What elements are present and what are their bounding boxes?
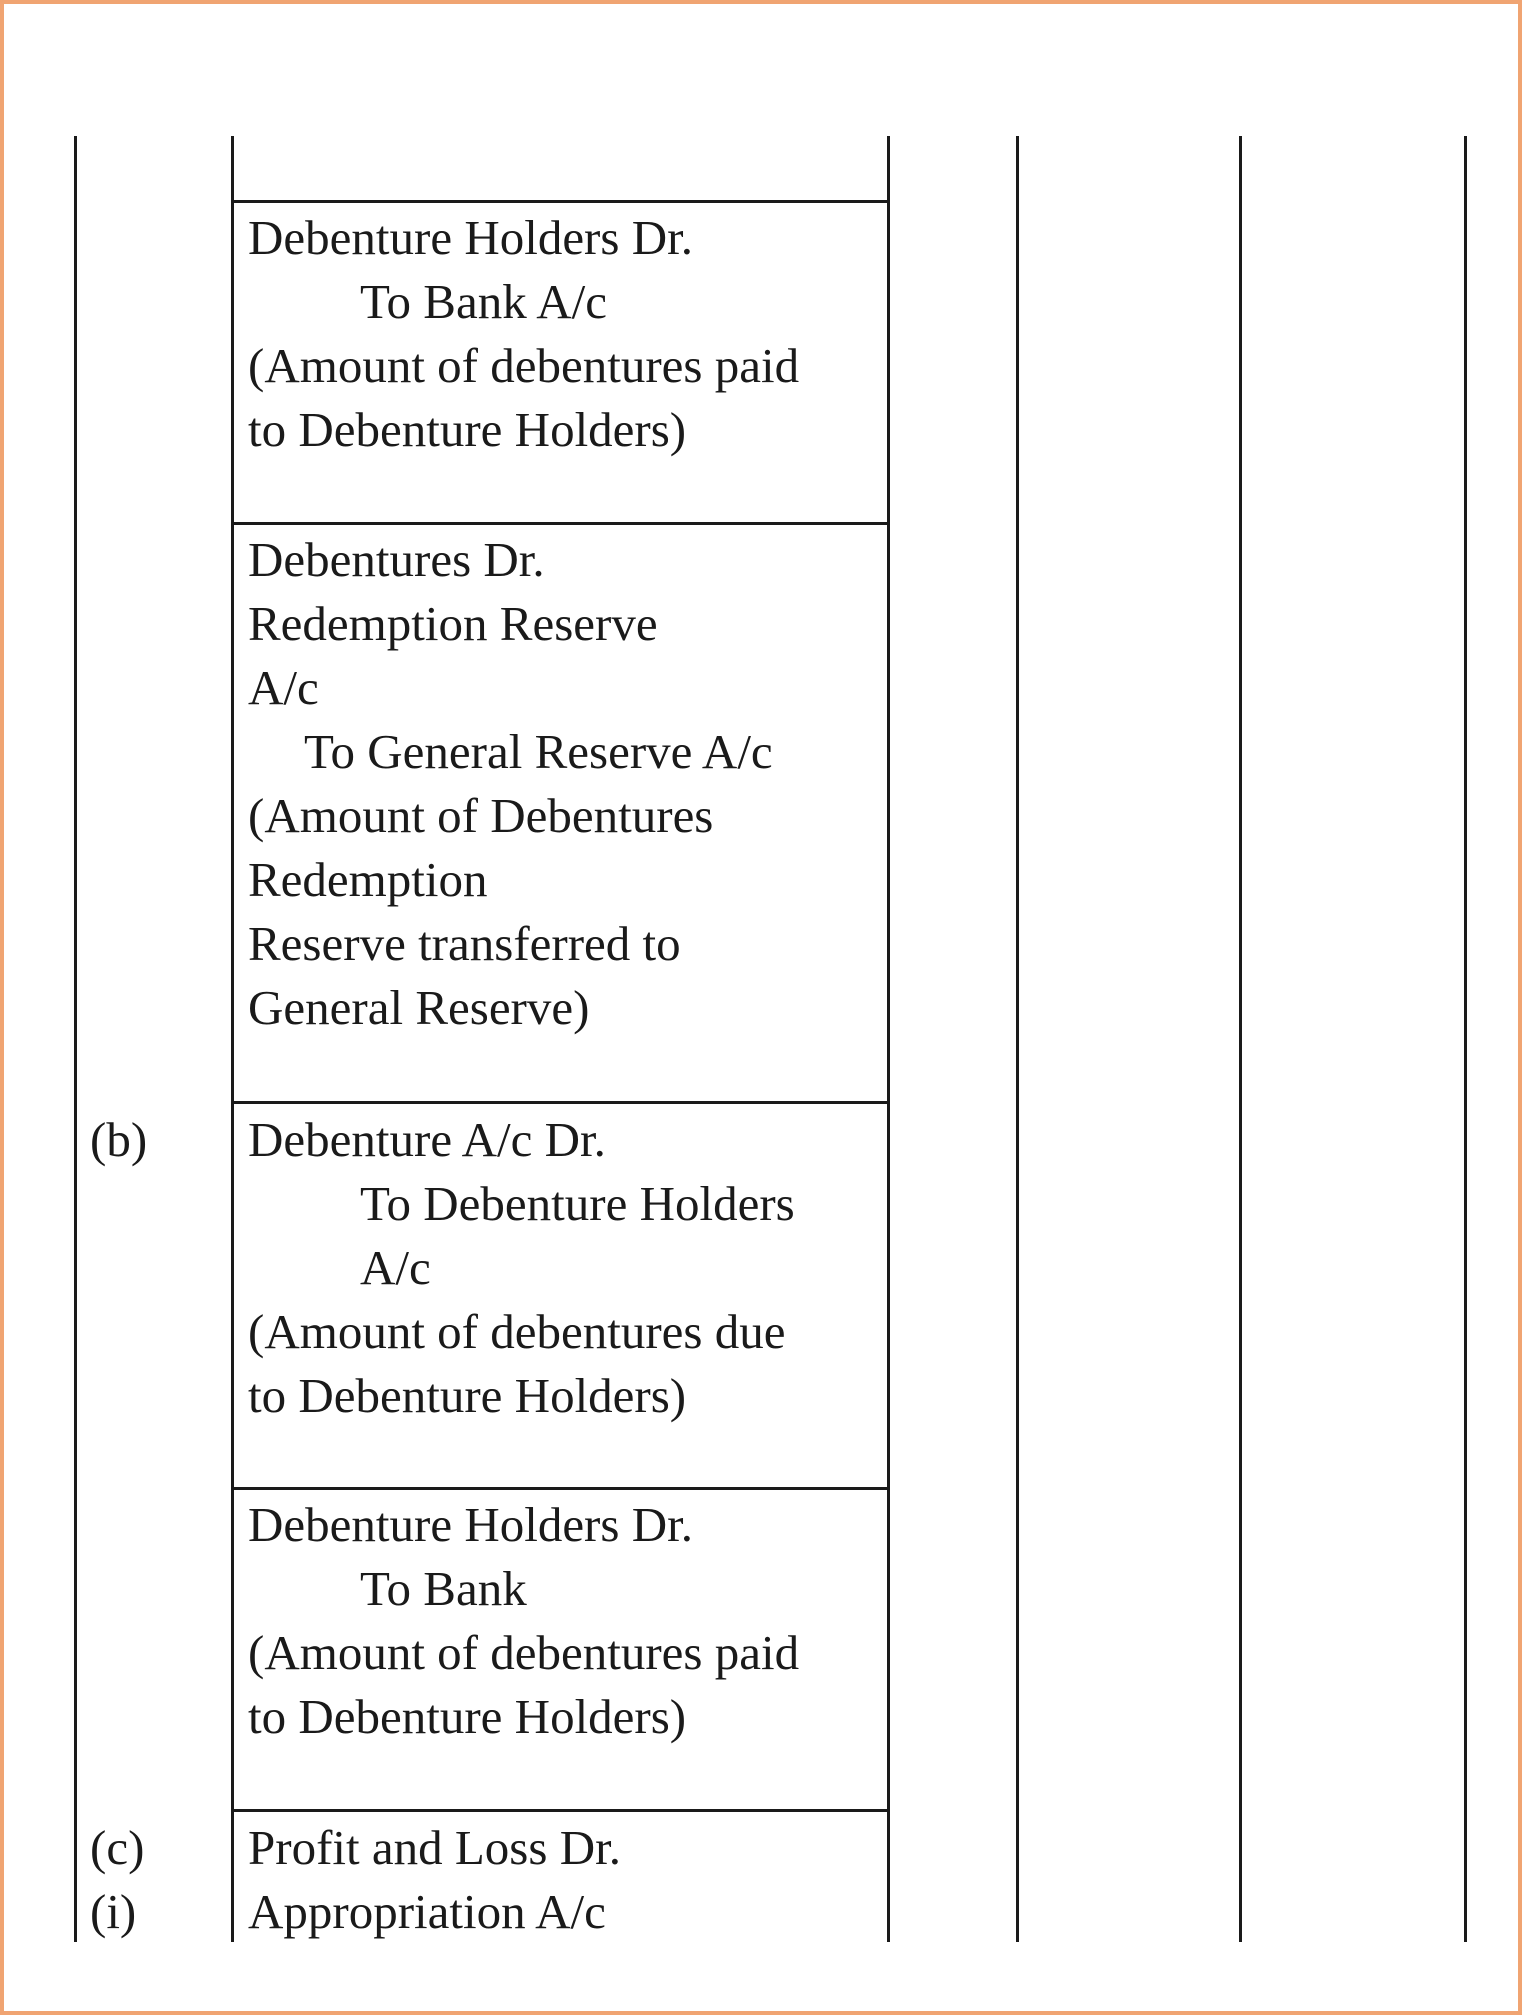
credit-account: To Debenture Holders — [360, 1176, 795, 1231]
debit-account: Profit and Loss — [248, 1820, 548, 1875]
debit-account-cont: Redemption Reserve — [248, 596, 658, 651]
label-c: (c) — [90, 1820, 145, 1875]
debit-account-cont: Appropriation A/c — [248, 1884, 606, 1939]
narration: to Debenture Holders) — [248, 402, 687, 457]
debit-account: Debentures — [248, 532, 472, 587]
dr-marker: Dr. — [631, 210, 693, 265]
journal-entry — [248, 206, 874, 462]
narration: (Amount of Debentures — [248, 788, 714, 843]
narration: to Debenture Holders) — [248, 1689, 687, 1744]
debit-line — [248, 1493, 874, 1557]
credit-account: To General Reserve A/c — [304, 724, 773, 779]
narration: to Debenture Holders) — [248, 1368, 687, 1423]
debit-line — [248, 528, 874, 592]
debit-line — [248, 1108, 874, 1172]
debit-account: Debenture A/c — [248, 1112, 533, 1167]
label-i: (i) — [90, 1884, 137, 1939]
column-rule-date — [74, 136, 77, 1942]
debit-account: Debenture Holders — [248, 1497, 620, 1552]
column-rule-particulars-left — [231, 136, 234, 1942]
entry-separator — [233, 1809, 889, 1812]
narration: General Reserve) — [248, 980, 590, 1035]
narration: (Amount of debentures paid — [248, 1625, 800, 1680]
narration: Redemption — [248, 852, 488, 907]
dr-marker: Dr. — [544, 1112, 606, 1167]
credit-account: To Bank — [360, 1561, 527, 1616]
narration: (Amount of debentures due — [248, 1304, 786, 1359]
narration: Reserve transferred to — [248, 916, 681, 971]
journal-entry — [248, 1493, 874, 1749]
journal-entry — [248, 528, 874, 1040]
debit-line — [248, 1816, 874, 1880]
journal-entry — [248, 1816, 874, 1944]
dr-marker: Dr. — [483, 532, 545, 587]
entry-separator — [233, 1101, 889, 1104]
debit-account-cont: A/c — [248, 660, 319, 715]
dr-marker: Dr. — [631, 1497, 693, 1552]
entry-separator — [233, 200, 889, 203]
entry-separator — [233, 1487, 889, 1490]
debit-line — [248, 206, 874, 270]
credit-account: To Bank A/c — [360, 274, 607, 329]
entry-separator — [233, 522, 889, 525]
column-rule-debit — [1239, 136, 1242, 1942]
credit-account-cont: A/c — [360, 1240, 431, 1295]
debit-account: Debenture Holders — [248, 210, 620, 265]
column-rule-credit — [1464, 136, 1467, 1942]
dr-marker: Dr. — [559, 1820, 621, 1875]
label-b: (b) — [90, 1112, 148, 1167]
column-rule-lf — [1016, 136, 1019, 1942]
journal-entry — [248, 1108, 874, 1428]
narration: (Amount of debentures paid — [248, 338, 800, 393]
column-rule-particulars-right — [887, 136, 890, 1942]
